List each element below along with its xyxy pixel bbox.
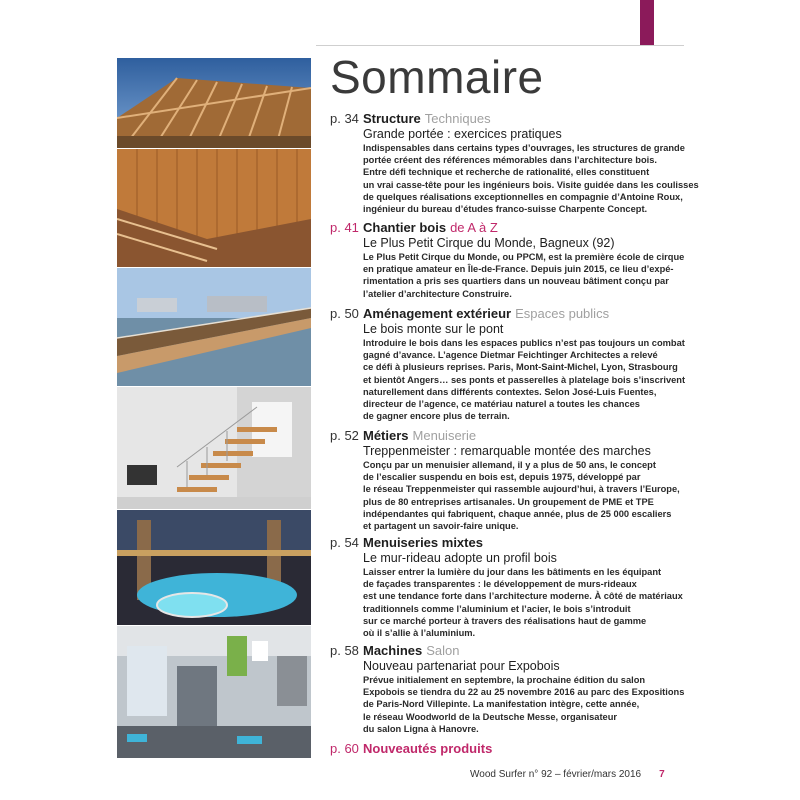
page-number: p. 58 xyxy=(330,643,359,658)
article-title: Grande portée : exercices pratiques xyxy=(363,127,562,141)
folio-page-number: 7 xyxy=(659,769,665,780)
article-summary: Introduire le bois dans les espaces publics n’est pas toujours un combat gagné d’avance. L’agence Dietmar Feichtinger Architectes a relevé ce défi à plusieurs reprises. Paris, Mont-Saint-Michel, Lyon, Strasbourg et bientôt Angers… ses ponts et passerelles à platelage bois s’inscrivent naturellement dans différents contextes. Selon José-Luis Fuentes, directeur de l’agence, ce matériau naturel a toutes les chances de gagner encore plus de terrain. xyxy=(363,338,686,422)
toc-entry-machines[interactable] xyxy=(330,643,695,735)
toc-entry-amenagement[interactable] xyxy=(330,306,695,422)
page-number: p. 60 xyxy=(330,741,359,756)
top-rule xyxy=(316,45,684,46)
photo-staircase xyxy=(117,387,311,509)
article-summary: Indispensables dans certains types d’ouvrages, les structures de grande portée créent des références mémorables dans l’architecture bois. Entre défi technique et recherche de rationalité, elles constituent un vrai casse-tête pour les ingénieurs bois. Visite guidée dans les coulisses de quelques réalisations exceptionnelles en compagnie d’Antoine Roux, ingénieur du bureau d’études franco-suisse Charpente Concept. xyxy=(363,143,699,215)
page-number: p. 41 xyxy=(330,220,359,235)
section-subcategory: Menuiserie xyxy=(412,428,477,443)
section-category: Machines Salon xyxy=(363,643,460,658)
section-category: Chantier bois de A à Z xyxy=(363,220,498,235)
photo-structure-timber-frame xyxy=(117,58,311,148)
section-subcategory: Techniques xyxy=(424,111,491,126)
page-footer xyxy=(470,769,665,780)
magazine-issue: Wood Surfer n° 92 – février/mars 2016 xyxy=(470,769,642,780)
page-number: p. 50 xyxy=(330,306,359,321)
article-title: Le bois monte sur le pont xyxy=(363,322,504,336)
section-category: Aménagement extérieur Espaces publics xyxy=(363,306,610,321)
article-title: Nouveau partenariat pour Expobois xyxy=(363,659,560,673)
photo-pool-hall xyxy=(117,510,311,625)
section-category: Menuiseries mixtes xyxy=(363,535,483,550)
article-title: Le Plus Petit Cirque du Monde, Bagneux (92) xyxy=(363,236,615,250)
photo-wooden-bridge xyxy=(117,268,311,386)
article-title: Le mur-rideau adopte un profil bois xyxy=(363,551,557,565)
toc-entry-structure[interactable] xyxy=(330,111,699,215)
section-category: Nouveautés produits xyxy=(363,741,493,756)
article-summary: Prévue initialement en septembre, la prochaine édition du salon Expobois se tiendra du 22 au 25 novembre 2016 au parc des Expositions de Paris-Nord Villepinte. La manifestation intègre, cette année, le réseau Woodworld de la Deutsche Messe, organisateur du salon Ligna à Hanovre. xyxy=(363,675,685,734)
toc-entry-chantier-bois[interactable] xyxy=(330,220,695,300)
section-category: Structure Techniques xyxy=(363,111,491,126)
toc-entry-metiers[interactable] xyxy=(330,428,695,532)
toc-entry-nouveautes[interactable] xyxy=(330,741,695,757)
page-title: Sommaire xyxy=(330,51,544,103)
section-subcategory: Salon xyxy=(426,643,460,658)
section-tab xyxy=(640,0,654,45)
page-number: p. 34 xyxy=(330,111,359,126)
article-summary: Laisser entrer la lumière du jour dans les bâtiments en les équipant de façades transparentes : le développement de murs-rideaux est une tendance forte dans l’architecture moderne. À côté de matériaux traditionnels comme l’aluminium et l’acier, le bois s’introduit sur ce marché porteur à travers des réalisations haut de gamme où il s’allie à l’aluminium. xyxy=(363,567,683,639)
article-title: Treppenmeister : remarquable montée des marches xyxy=(363,444,651,458)
toc-entry-menuiseries-mixtes[interactable] xyxy=(330,535,695,639)
page-number: p. 52 xyxy=(330,428,359,443)
photo-wooden-facade xyxy=(117,149,311,267)
article-summary: Le Plus Petit Cirque du Monde, ou PPCM, est la première école de cirque en pratique amateur en Île-de-France. Depuis juin 2015, ce lieu d’expé- rimentation a pris ses quartiers dans un nouveau bâtiment conçu par l’atelier d’architecture Construire. xyxy=(363,252,685,299)
photo-expo-hall xyxy=(117,626,311,758)
article-summary: Conçu par un menuisier allemand, il y a plus de 50 ans, le concept de l’escalier suspendu en bois est, depuis 1975, développé par le réseau Treppenmeister qui rassemble aujourd’hui, à travers l’Europe, plus de 80 entreprises artisanales. Un groupement de PME et TPE indépendantes qui fabriquent, chaque année, plus de 25 000 escaliers et partagent un savoir-faire unique. xyxy=(363,460,680,532)
section-subcategory: de A à Z xyxy=(450,220,498,235)
section-category: Métiers Menuiserie xyxy=(363,428,477,443)
section-subcategory: Espaces publics xyxy=(515,306,610,321)
page-number: p. 54 xyxy=(330,535,359,550)
